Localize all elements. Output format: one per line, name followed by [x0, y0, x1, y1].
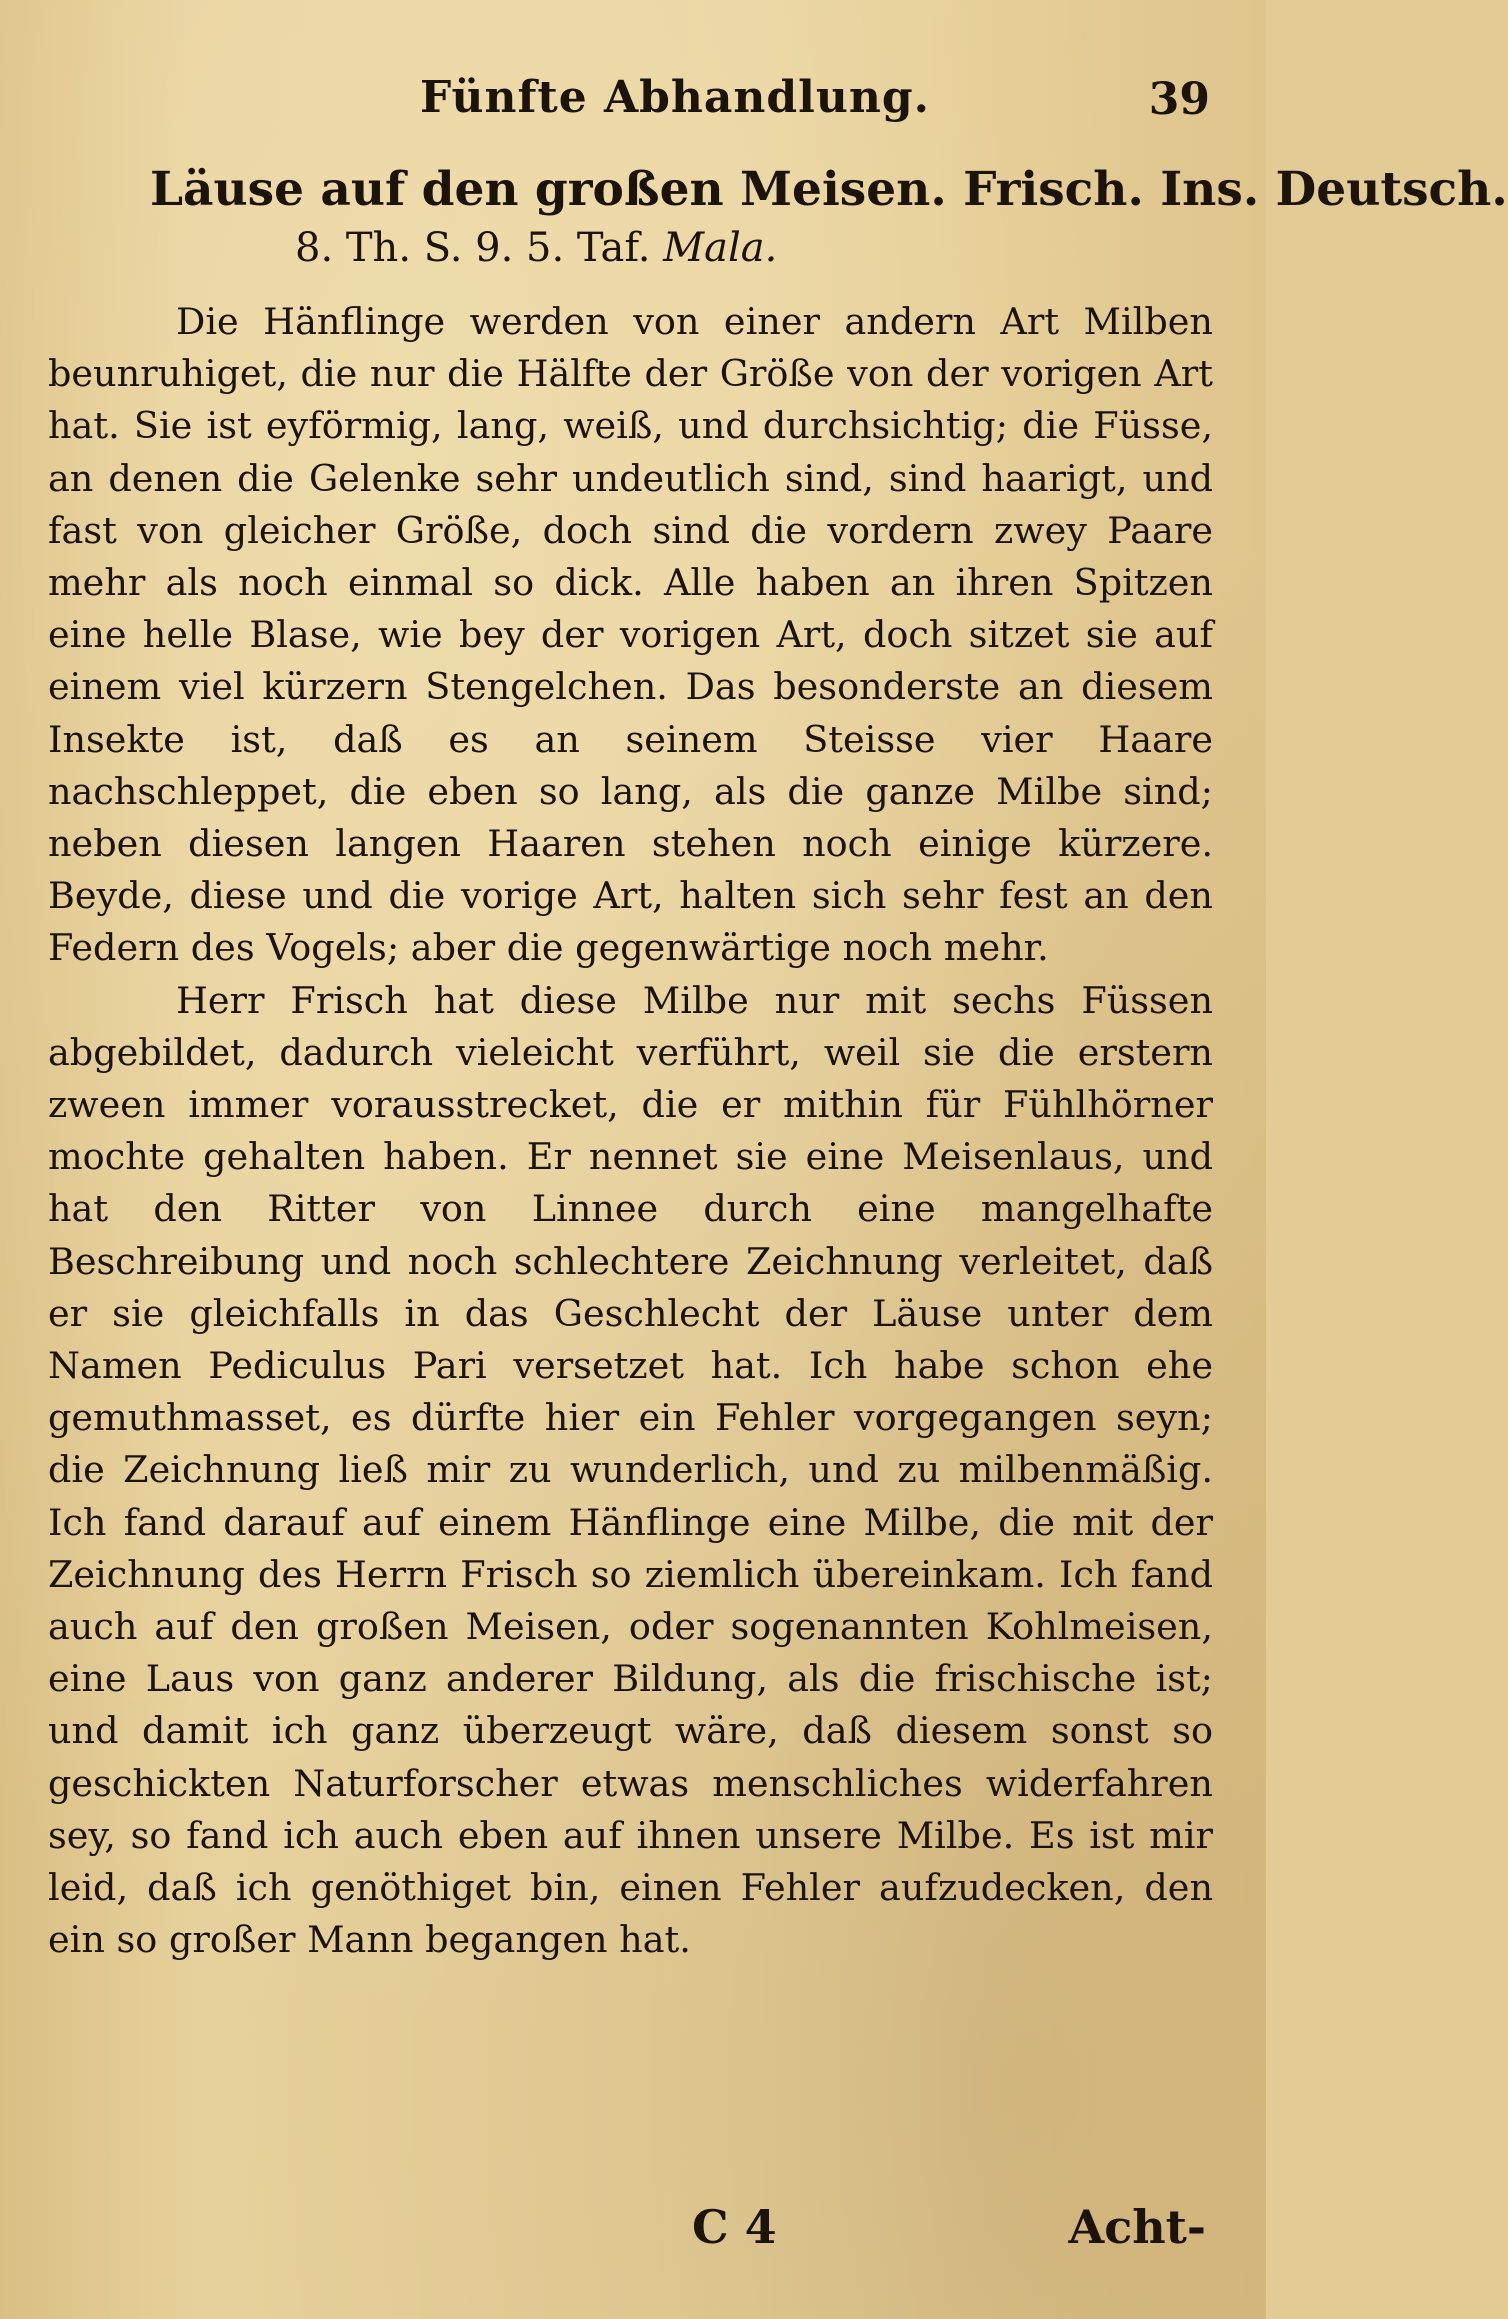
catchword: Acht-: [1068, 2200, 1206, 2254]
running-title: Fünfte Abhandlung.: [420, 72, 930, 123]
page-number: 39: [1148, 74, 1210, 125]
page-footer: [0, 2200, 1266, 2270]
running-head: [0, 72, 1266, 132]
reference-latin-name: Mala.: [663, 225, 778, 271]
section-heading: [150, 160, 1508, 276]
paragraph-2: Herr Frisch hat diese Milbe nur mit sechs Füssen abgebildet, dadurch vieleicht verführt, weil sie die erstern zween immer vorausstrecket, die er mithin für Fühlhörner mochte gehalten haben. Er nennet sie eine Meisenlaus, und hat den Ritter von Linnee durch eine mangelhafte Beschreibung und noch schlechtere Zeichnung verleitet, daß er sie gleichfalls in das Geschlecht der Läuse unter dem Namen Pediculus Pari versetzet hat. Ich habe schon ehe gemuthmasset, es dürfte hier ein Fehler vorgegangen seyn; die Zeichnung ließ mir zu wunderlich, und zu milbenmäßig. Ich fand darauf auf einem Hänflinge eine Milbe, die mit der Zeichnung des Herrn Frisch so ziemlich übereinkam. Ich fand auch auf den großen Meisen, oder sogenannten Kohlmeisen, eine Laus von ganz anderer Bildung, als die frischische ist; und damit ich ganz überzeugt wäre, daß diesem sonst so geschickten Naturforscher etwas menschliches widerfahren sey, so fand ich auch eben auf ihnen unsere Milbe. Es ist mir leid, daß ich genöthiget bin, einen Fehler aufzudecken, den ein so großer Mann begangen hat.: [48, 978, 1213, 1962]
signature-mark: C 4: [692, 2200, 777, 2254]
section-heading-title: Läuse auf den großen Meisen. Frisch. Ins. Deutsch.: [150, 162, 1508, 217]
body-text: [48, 296, 1213, 1967]
section-heading-reference: [295, 220, 1230, 276]
reference-citation: 8. Th. S. 9. 5. Taf.: [295, 225, 651, 271]
paragraph-1: Die Hänflinge werden von einer andern Art Milben beunruhiget, die nur die Hälfte der Größe von der vorigen Art hat. Sie ist eyförmig, lang, weiß, und durchsichtig; die Füsse, an denen die Gelenke sehr undeutlich sind, sind haarigt, und fast von gleicher Größe, doch sind die vordern zwey Paare mehr als noch einmal so dick. Alle haben an ihren Spitzen eine helle Blase, wie bey der vorigen Art, doch sitzet sie auf einem viel kürzern Stengelchen. Das besonderste an diesem Insekte ist, daß es an seinem Steisse vier Haare nachschleppet, die eben so lang, als die ganze Milbe sind; neben diesen langen Haaren stehen noch einige kürzere. Beyde, diese und die vorige Art, halten sich sehr fest an den Federn des Vogels; aber die gegenwärtige noch mehr.: [48, 300, 1213, 970]
